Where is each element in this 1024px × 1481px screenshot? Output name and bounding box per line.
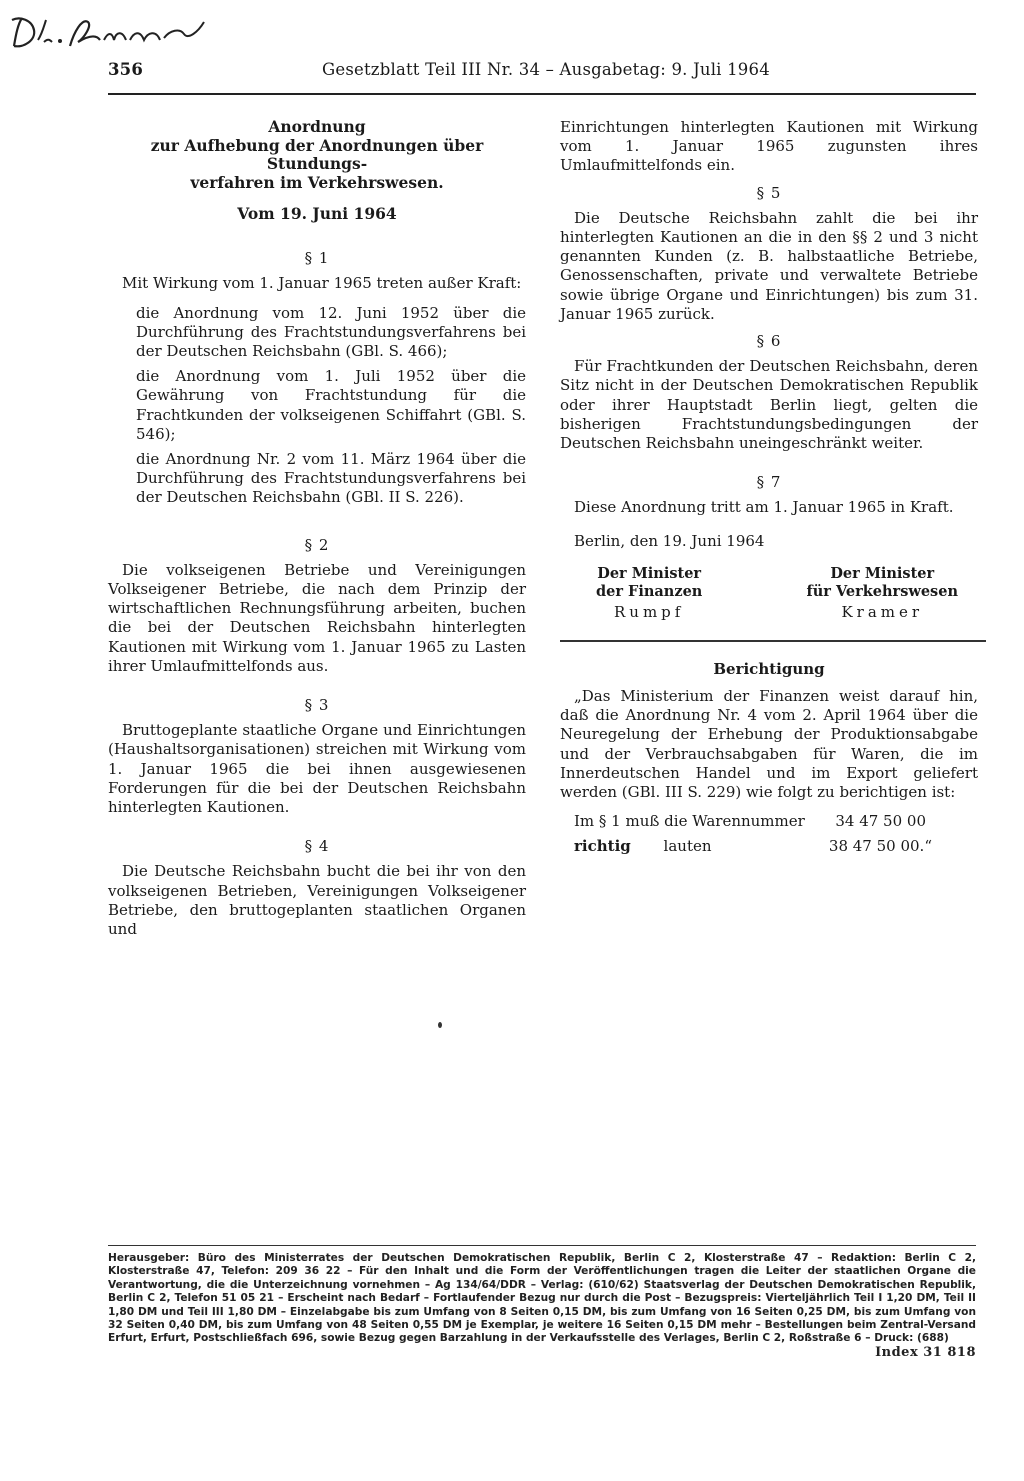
correction-row-1: [574, 812, 926, 831]
correction-row-2-label: [574, 837, 712, 856]
place-date: Berlin, den 19. Juni 1964: [574, 531, 765, 550]
left-column: [108, 118, 526, 939]
signatory-role: Der Minister: [597, 564, 702, 582]
correction-row-2: [574, 837, 932, 856]
header-title: Gesetzblatt Teil III Nr. 34 – Ausgabetag: 9. Juli 1964: [322, 60, 770, 79]
imprint-text: Herausgeber: Büro des Ministerrates der Deutschen Demokratischen Republik, Berlin C 2, Klosterstraße 47 – Redaktion: Berlin C 2, Klosterstraße 47, Telefon: 209 36 22 – Für den Inhalt und die Form der Veröffentlichungen tragen die Leiter der staatlichen Organe die Verantwortung, die die Unterzeichnung vornehmen – Ag 134/64/DDR – Verlag: (610/62) Staatsverlag der Deutschen Demokratischen Republik, Berlin C 2, Telefon 51 05 21 – Erscheint nach Bedarf – Fortlaufender Bezug nur durch die Post – Bezugspreis: Vierteljährlich Teil I 1,20 DM, Teil II 1,80 DM und Teil III 1,80 DM – Einzelabgabe bis zum Umfang von 8 Seiten 0,15 DM, bis zum Umfang von 16 Seiten 0,25 DM, bis zum Umfang von 32 Seiten 0,40 DM, bis zum Umfang von 48 Seiten 0,55 DM je Exemplar, je weitere 16 Seiten 0,15 DM mehr – Bestellungen beim Zentral-Versand Erfurt, Erfurt, Postschließfach 696, sowie Bezug gegen Barzahlung in der Verkaufsstelle des Verlages, Berlin C 2, Roßstraße 6 – Druck: (688): [108, 1252, 976, 1345]
section-4-text-part-1: Die Deutsche Reichsbahn bucht die bei ihr von den volkseigenen Betrieben, Vereinigungen Volkseigener Betriebe, den bruttogeplanten staatlichen Organen und: [108, 862, 526, 939]
correction-row-2-value: 38 47 50 00.“: [828, 837, 932, 856]
section-heading-2: § 2: [304, 535, 330, 554]
correction-row-1-value: 34 47 50 00: [835, 812, 926, 831]
section-heading-7: § 7: [756, 473, 782, 492]
signatory-finance: [596, 565, 702, 622]
right-column: [560, 118, 978, 857]
section-5-text: Die Deutsche Reichsbahn zahlt die bei ihr hinterlegten Kautionen an die in den §§ 2 und 3 nicht genannten Kunden (z. B. halbstaatliche Betriebe, Genossenschaften, private und verwaltete Betriebe sowie übrige Organe und Einrichtungen) bis zum 31. Januar 1965 zurück.: [560, 208, 978, 323]
signatory-transport: [806, 565, 958, 622]
stray-mark: [438, 1022, 442, 1028]
correction-row-2-emphasis: richtig: [574, 837, 631, 856]
section-heading-6: § 6: [756, 332, 782, 351]
ordinance-title-1: Anordnung: [268, 117, 366, 136]
section-7-text: Diese Anordnung tritt am 1. Januar 1965 in Kraft.: [574, 498, 954, 517]
section-2-text: Die volkseigenen Betriebe und Vereinigungen Volkseigener Betriebe, die nach dem Prinzip der wirtschaftlichen Rechnungsführung arbeiten, buchen die bei der Deutschen Reichsbahn hinterlegten Kautionen mit Wirkung vom 1. Januar 1965 zu Lasten ihrer Umlaufmittelfonds aus.: [108, 560, 526, 675]
correction-text: „Das Ministerium der Finanzen weist darauf hin, daß die Anordnung Nr. 4 vom 2. April 1964 über die Neuregelung der Erhebung der Produktionsabgabe und der Verbrauchsabgaben für Waren, die im Innerdeutschen Handel und im Export geliefert werden (GBl. III S. 229) wie folgt zu berichtigen ist:: [560, 687, 978, 802]
section-heading-5: § 5: [756, 183, 782, 202]
section-6-text: Für Frachtkunden der Deutschen Reichsbahn, deren Sitz nicht in der Deutschen Demokratischen Republik oder ihrer Hauptstadt Berlin liegt, gelten die bisherigen Frachtstundungsbedingungen der Deutschen Reichsbahn uneingeschränkt weiter.: [560, 357, 978, 453]
signatory-ministry: für Verkehrswesen: [806, 583, 958, 601]
signatory-role: Der Minister: [830, 564, 935, 582]
signatory-ministry: der Finanzen: [596, 583, 703, 601]
correction-title: Berichtigung: [713, 659, 825, 678]
imprint-footer: [108, 1252, 976, 1359]
section-divider: [560, 640, 986, 642]
signatory-name: Rumpf: [614, 602, 685, 621]
section-1-item-3: die Anordnung Nr. 2 vom 11. März 1964 über die Durchführung des Frachtstundungsverfahrens bei der Deutschen Reichsbahn (GBl. II S. 226).: [136, 450, 526, 507]
signatory-name: Kramer: [841, 602, 924, 621]
ordinance-date: Vom 19. Juni 1964: [237, 204, 397, 223]
section-heading-3: § 3: [304, 696, 330, 715]
signatory-block: [560, 565, 978, 622]
correction-row-2-rest: lauten: [663, 837, 712, 856]
section-4-text-part-2: Einrichtungen hinterlegten Kautionen mit Wirkung vom 1. Januar 1965 zugunsten ihres Umlaufmittelfonds ein.: [560, 118, 978, 175]
correction-row-1-label: Im § 1 muß die Warennummer: [574, 812, 805, 831]
ordinance-title-3: verfahren im Verkehrswesen.: [190, 172, 444, 192]
section-3-text: Bruttogeplante staatliche Organe und Einrichtungen (Haushaltsorganisationen) streichen mit Wirkung vom 1. Januar 1965 die bei ihnen ausgewiesenen Forderungen für die bei der Deutschen Reichsbahn hinterlegten Kautionen.: [108, 721, 526, 817]
page-header: [108, 60, 976, 84]
section-heading-4: § 4: [304, 837, 330, 856]
footer-rule: [108, 1245, 976, 1246]
handwritten-signature: [8, 12, 208, 54]
section-1-item-2: die Anordnung vom 1. Juli 1952 über die Gewährung von Frachtstundung für die Frachtkunden der volkseigenen Schiffahrt (GBl. S. 546);: [136, 367, 526, 443]
index-number: Index 31 818: [875, 1344, 976, 1360]
page-number: 356: [108, 60, 144, 79]
ordinance-title-2: zur Aufhebung der Anordnungen über Stundungs-: [150, 135, 484, 173]
section-heading-1: § 1: [304, 249, 330, 268]
section-1-intro: Mit Wirkung vom 1. Januar 1965 treten außer Kraft:: [122, 274, 522, 293]
section-1-item-1: die Anordnung vom 12. Juni 1952 über die Durchführung des Frachtstundungsverfahrens bei der Deutschen Reichsbahn (GBl. S. 466);: [136, 303, 526, 361]
header-rule: [108, 93, 976, 95]
